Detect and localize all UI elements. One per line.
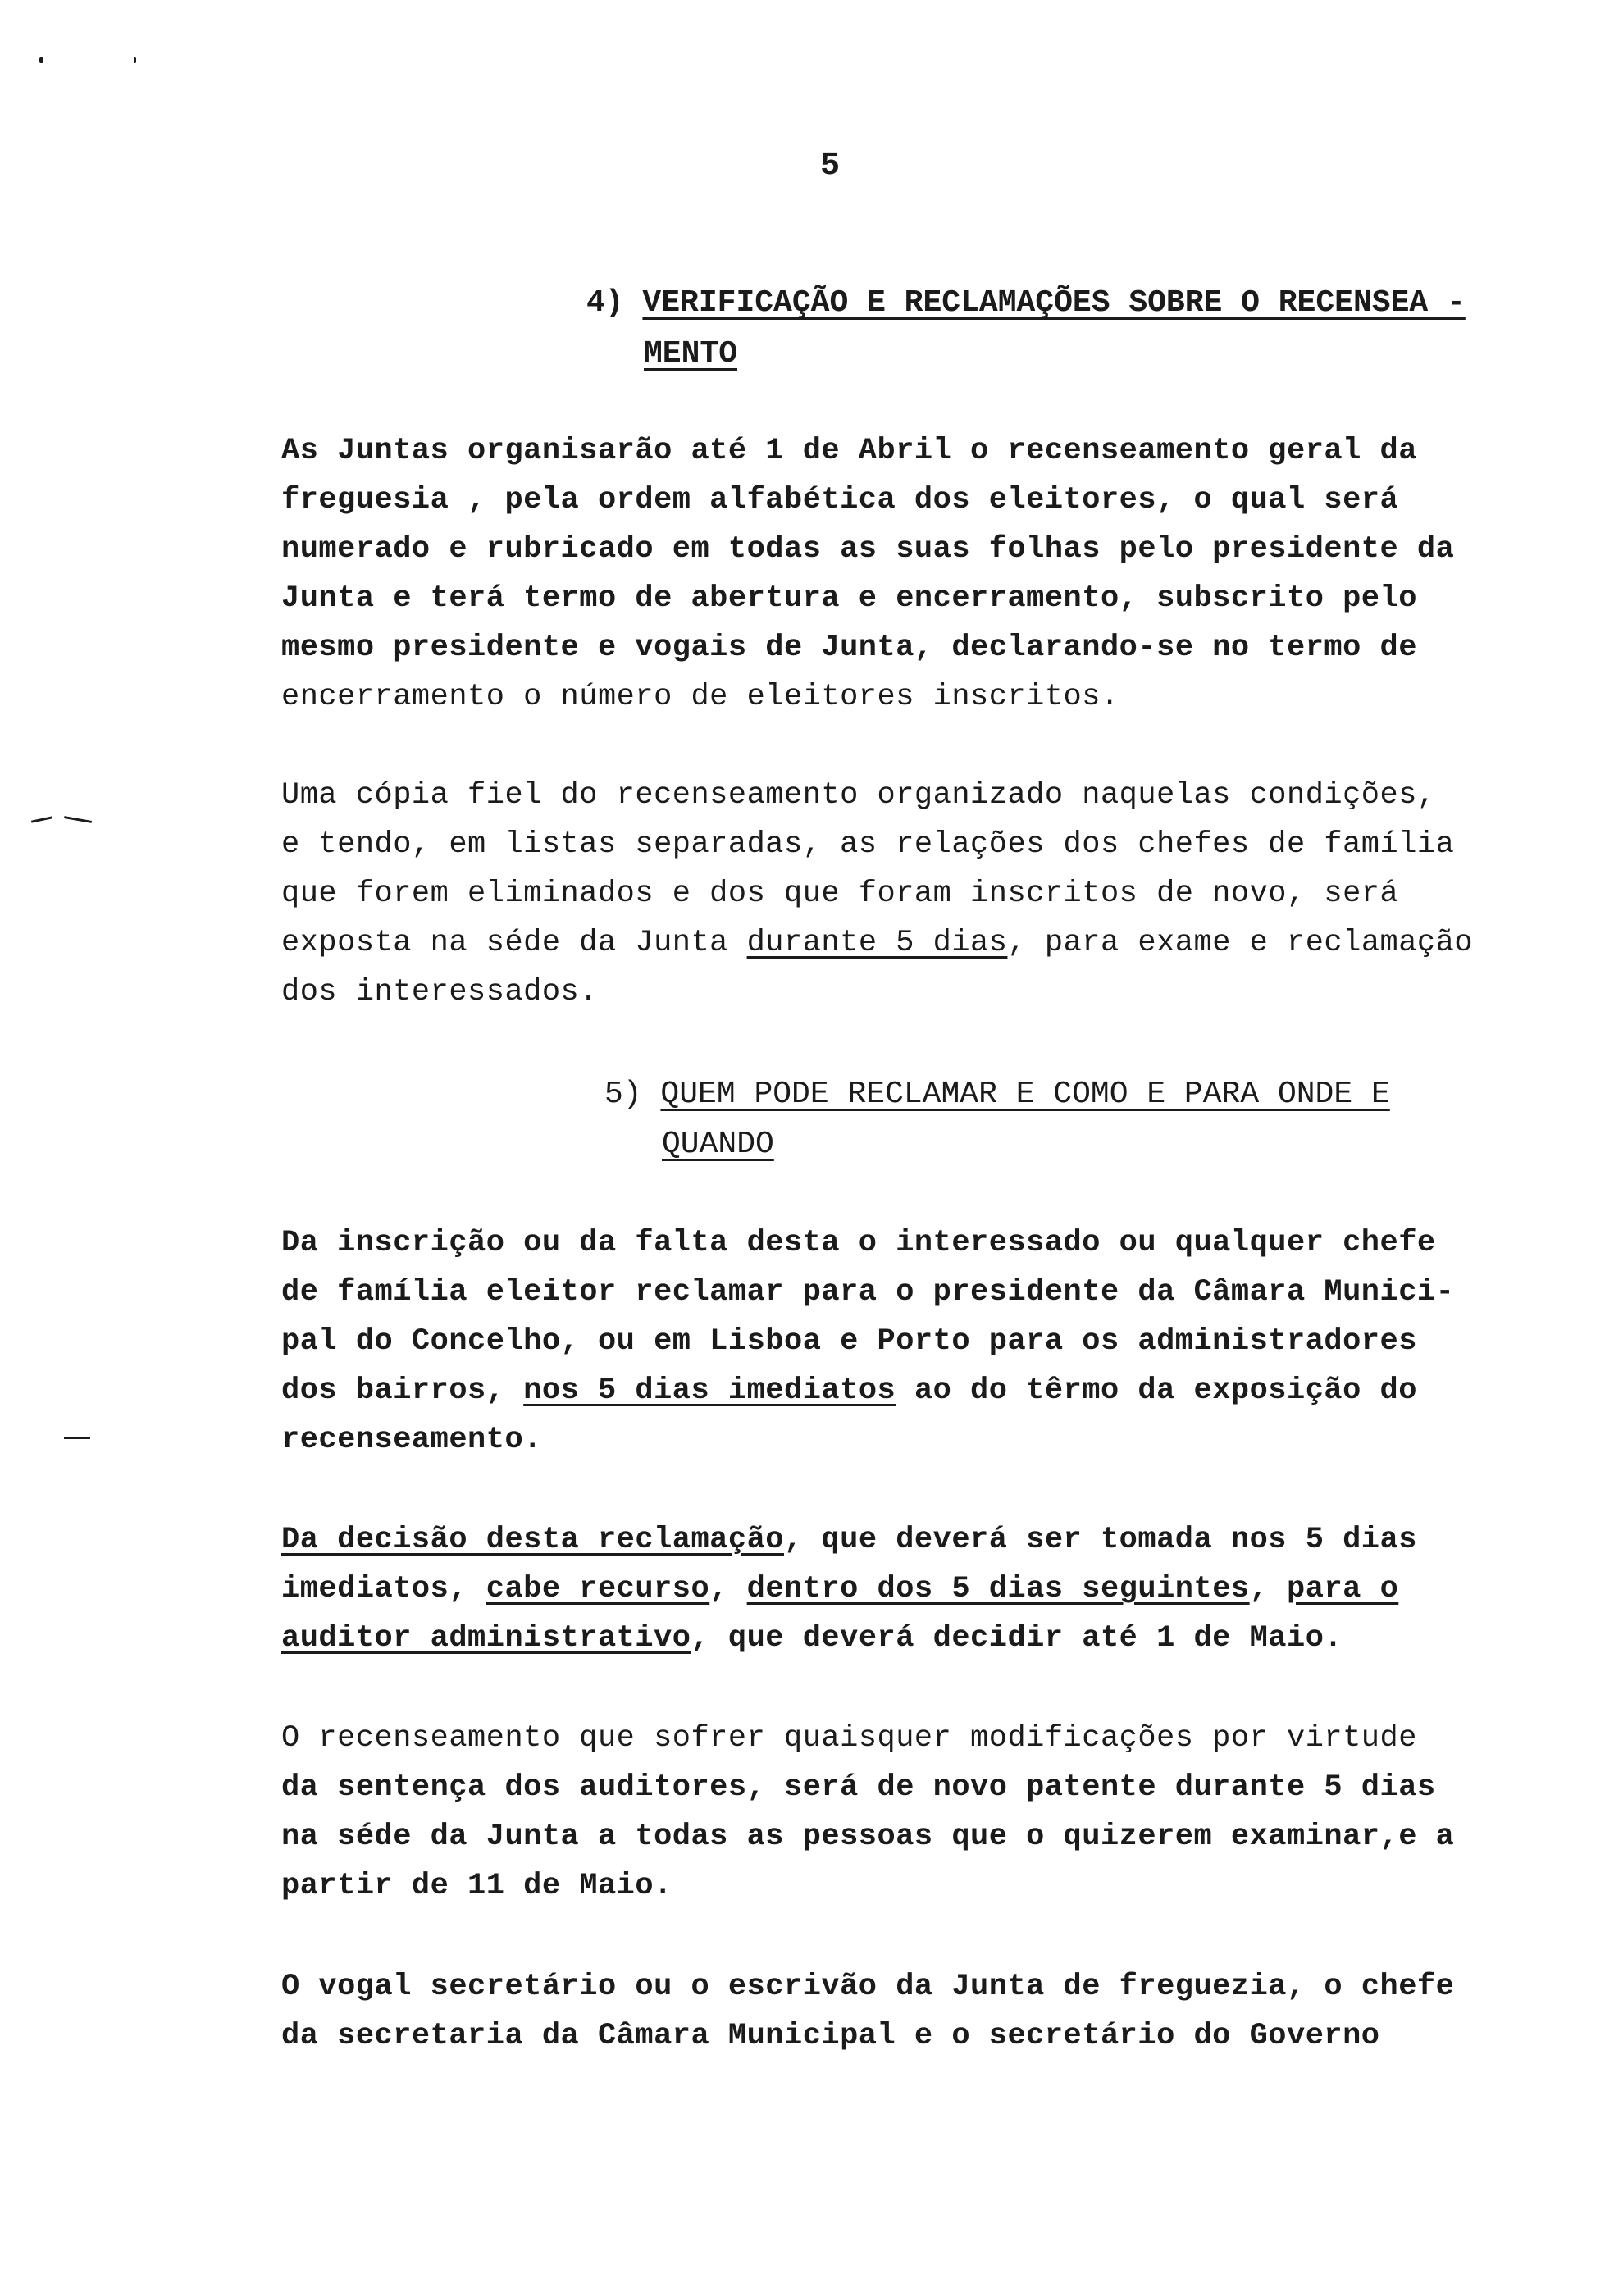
paragraph-3-line: pal do Concelho, ou em Lisboa e Porto para os administradores (281, 1324, 1417, 1359)
paragraph-2-line: Uma cópia fiel do recenseamento organizado naquelas condições, (281, 778, 1436, 813)
paragraph-2-line (281, 918, 1577, 968)
scan-mark (134, 57, 136, 63)
underlined-phrase: durante 5 dias (746, 926, 1008, 960)
underlined-phrase: cabe recurso (486, 1572, 710, 1606)
paragraph-6 (281, 1962, 1577, 2061)
paragraph-3 (281, 1219, 1577, 1465)
paragraph-3-text: ao do têrmo da exposição do (896, 1374, 1417, 1408)
underlined-phrase: dentro dos 5 dias seguintes (746, 1572, 1250, 1606)
paragraph-5-line: O recenseamento que sofrer quaisquer modificações por virtude (281, 1721, 1417, 1756)
page-number: 5 (820, 148, 841, 184)
paragraph-2-text: exposta na séde da Junta (281, 926, 747, 960)
section-4-title-line2: MENTO (644, 336, 738, 371)
paragraph-4-text: , que deverá decidir até 1 de Maio. (691, 1621, 1343, 1656)
underlined-phrase: auditor administrativo (281, 1621, 691, 1656)
section-4-title-line1: VERIFICAÇÃO E RECLAMAÇÕES SOBRE O RECENSEA - (642, 285, 1466, 321)
paragraph-3-line (281, 1366, 1577, 1415)
underlined-phrase: Da decisão desta reclamação (281, 1523, 784, 1557)
section-5-title-line2: QUANDO (662, 1127, 774, 1162)
paragraph-1-line: encerramento o número de eleitores inscritos. (281, 680, 1119, 714)
paragraph-3-line: Da inscrição ou da falta desta o interessado ou qualquer chefe (281, 1226, 1436, 1260)
section-4-number: 4) (586, 285, 624, 321)
margin-mark (64, 816, 92, 823)
paragraph-5-line: da sentença dos auditores, será de novo patente durante 5 dias (281, 1770, 1436, 1805)
paragraph-5 (281, 1714, 1577, 1911)
section-5-number: 5) (604, 1077, 642, 1112)
underlined-phrase: nos 5 dias imediatos (523, 1374, 896, 1408)
paragraph-6-line: da secretaria da Câmara Municipal e o secretário do Governo (281, 2019, 1380, 2053)
paragraph-1-line: As Juntas organisarão até 1 de Abril o recenseamento geral da (281, 434, 1417, 468)
paragraph-1-line: numerado e rubricado em todas as suas folhas pelo presidente da (281, 532, 1455, 567)
paragraph-2 (281, 771, 1577, 1017)
margin-mark (64, 1437, 90, 1439)
paragraph-4-text: imediatos, (281, 1572, 486, 1606)
paragraph-1-line: mesmo presidente e vogais de Junta, declarando-se no termo de (281, 631, 1417, 665)
paragraph-1 (281, 426, 1577, 722)
paragraph-4-text: , que deverá ser tomada nos 5 dias (784, 1523, 1417, 1557)
paragraph-2-line: dos interessados. (281, 975, 598, 1009)
paragraph-3-text: dos bairros, (281, 1374, 524, 1408)
paragraph-5-line: partir de 11 de Maio. (281, 1869, 672, 1903)
paragraph-4 (281, 1515, 1577, 1663)
paragraph-6-line: O vogal secretário ou o escrivão da Junta de freguezia, o chefe (281, 1970, 1455, 2004)
paragraph-1-line: freguesia , pela ordem alfabética dos eleitores, o qual será (281, 483, 1399, 517)
paragraph-4-line (281, 1614, 1577, 1663)
paragraph-2-line: e tendo, em listas separadas, as relações dos chefes de família (281, 827, 1455, 862)
section-4-heading (586, 279, 1466, 328)
paragraph-3-line: recenseamento. (281, 1423, 542, 1457)
paragraph-4-line (281, 1515, 1577, 1565)
underlined-phrase: para o (1287, 1572, 1399, 1606)
paragraph-1-line: Junta e terá termo de abertura e encerramento, subscrito pelo (281, 581, 1417, 616)
paragraph-3-line: de família eleitor reclamar para o presidente da Câmara Munici- (281, 1275, 1455, 1310)
scan-mark (39, 57, 43, 63)
paragraph-4-text: , (1249, 1572, 1288, 1606)
margin-mark (31, 816, 52, 822)
paragraph-4-line (281, 1565, 1577, 1614)
paragraph-4-text: , (709, 1572, 747, 1606)
section-5-heading (604, 1070, 1390, 1119)
section-5-title-line1: QUEM PODE RECLAMAR E COMO E PARA ONDE E (660, 1077, 1390, 1112)
paragraph-5-line: na séde da Junta a todas as pessoas que o quizerem examinar,e a (281, 1820, 1455, 1854)
paragraph-2-text: , para exame e reclamação (1007, 926, 1474, 960)
paragraph-2-line: que forem eliminados e dos que foram inscritos de novo, será (281, 877, 1399, 911)
